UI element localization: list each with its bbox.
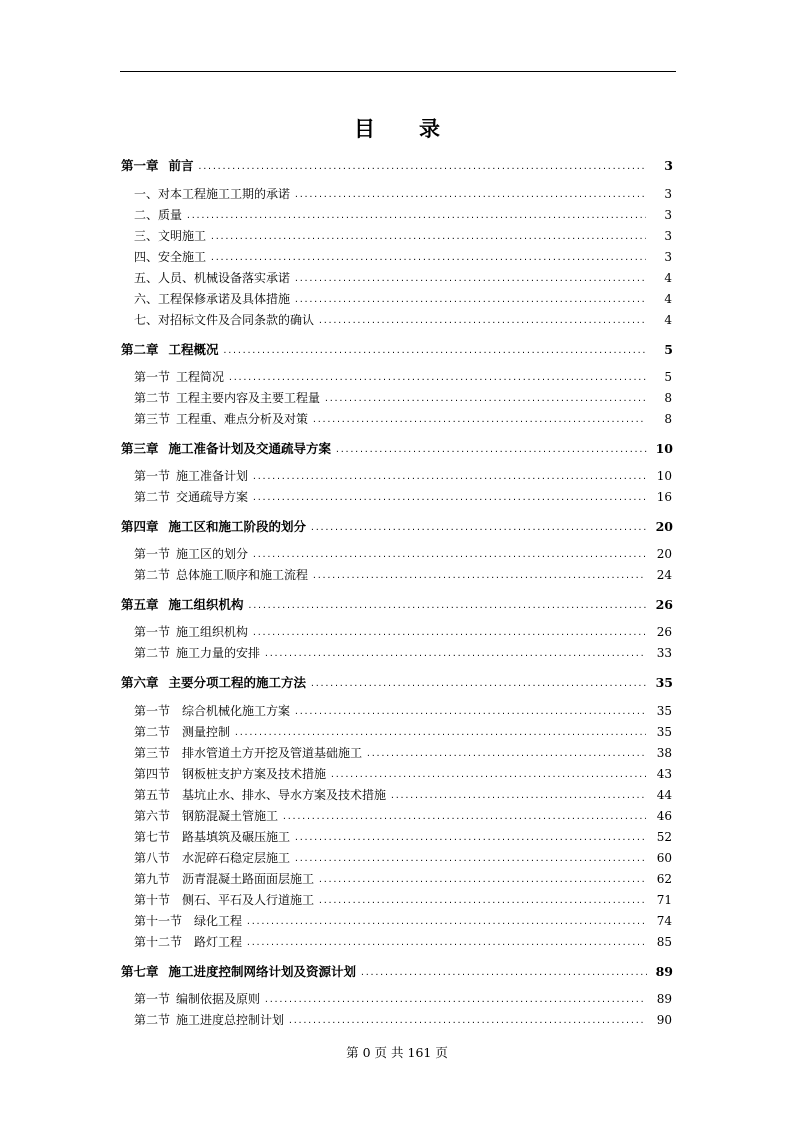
- toc-chapter-entry[interactable]: [121, 156, 673, 174]
- toc-chapter-entry[interactable]: [121, 595, 673, 613]
- toc-entry-title: 施工组织机构: [168, 597, 244, 612]
- toc-entry-title: 施工准备计划及交通疏导方案: [168, 441, 332, 456]
- toc-entry-number: 第一节: [134, 625, 171, 639]
- toc-entry-title: 钢筋混凝土管施工: [182, 809, 279, 823]
- toc-page-number: 71: [656, 893, 672, 907]
- toc-entry-label: [134, 933, 242, 950]
- toc-section-entry[interactable]: [134, 467, 672, 484]
- toc-section-entry[interactable]: [134, 368, 672, 385]
- toc-section-entry[interactable]: [134, 311, 672, 328]
- toc-page-number: 8: [664, 412, 672, 426]
- toc-section-entry[interactable]: [134, 723, 672, 740]
- toc-page-number: 5: [664, 370, 672, 384]
- toc-entry-label: [134, 488, 248, 505]
- toc-entry-number: 第二章: [121, 342, 159, 357]
- toc-entry-title: 七、对招标文件及合同条款的确认: [134, 313, 315, 327]
- toc-entry-label: [134, 311, 314, 328]
- dot-leader: [252, 550, 646, 559]
- toc-chapter-entry[interactable]: [121, 962, 673, 980]
- dot-leader: [210, 253, 646, 262]
- toc-entry-label: [134, 368, 224, 385]
- toc-chapter-entry[interactable]: [121, 673, 673, 691]
- toc-page-number: 90: [656, 1013, 672, 1027]
- toc-page-number: 85: [656, 935, 672, 949]
- toc-entry-number: 第四章: [121, 519, 159, 534]
- toc-entry-label: [121, 517, 306, 535]
- toc-entry-title: 施工组织机构: [176, 625, 249, 639]
- dot-leader: [282, 812, 646, 821]
- toc-entry-number: 第一节: [134, 370, 171, 384]
- dot-leader: [252, 628, 646, 637]
- toc-section-entry[interactable]: [134, 227, 672, 244]
- dot-leader: [324, 394, 646, 403]
- toc-entry-label: [134, 891, 314, 908]
- dot-leader: [223, 346, 647, 355]
- toc-page-number: 3: [664, 250, 672, 264]
- dot-leader: [330, 770, 646, 779]
- dot-leader: [312, 571, 646, 580]
- dot-leader: [252, 472, 646, 481]
- toc-page-number: 26: [656, 625, 672, 639]
- toc-page-number: 3: [664, 187, 672, 201]
- dot-leader: [294, 274, 646, 283]
- toc-entry-title: 基坑止水、排水、导水方案及技术措施: [182, 788, 387, 802]
- toc-entry-title: 主要分项工程的施工方法: [168, 675, 307, 690]
- toc-page-number: 10: [656, 469, 672, 483]
- toc-entry-number: 第一章: [121, 158, 159, 173]
- toc-page-number: 3: [664, 229, 672, 243]
- toc-entry-number: 第二节: [134, 725, 171, 739]
- toc-entry-label: [134, 389, 320, 406]
- toc-entry-label: [134, 870, 314, 887]
- toc-entry-label: [134, 644, 260, 661]
- toc-entry-label: [134, 467, 248, 484]
- toc-entry-label: [121, 439, 331, 457]
- toc-entry-label: [134, 248, 206, 265]
- toc-entry-label: [121, 156, 194, 174]
- toc-entry-title: 六、工程保修承诺及具体措施: [134, 292, 291, 306]
- dot-leader: [390, 791, 646, 800]
- toc-entry-title: 二、质量: [134, 208, 183, 222]
- toc-entry-number: 第三章: [121, 441, 159, 456]
- toc-entry-title: 施工进度控制网络计划及资源计划: [168, 964, 357, 979]
- toc-page-number: 89: [656, 992, 672, 1006]
- toc-entry-number: 第八节: [134, 851, 171, 865]
- dot-leader: [264, 995, 646, 1004]
- page-footer: 第 0 页 共 161 页: [346, 1045, 448, 1060]
- dot-leader: [310, 679, 647, 688]
- toc-entry-label: [134, 290, 290, 307]
- toc-entry-title: 施工力量的安排: [176, 646, 261, 660]
- dot-leader: [294, 707, 646, 716]
- toc-entry-label: [134, 185, 290, 202]
- toc-entry-label: [134, 702, 290, 719]
- dot-leader: [360, 968, 647, 977]
- toc-entry-number: 第二节: [134, 646, 171, 660]
- dot-leader: [246, 938, 646, 947]
- toc-section-entry[interactable]: [134, 786, 672, 803]
- toc-entry-title: 水泥碎石稳定层施工: [182, 851, 291, 865]
- toc-page-number: 16: [656, 490, 672, 504]
- toc-entry-title: 沥青混凝土路面面层施工: [182, 872, 315, 886]
- toc-entry-title: 施工进度总控制计划: [176, 1013, 285, 1027]
- toc-entry-label: [134, 744, 362, 761]
- toc-page-number: 4: [664, 292, 672, 306]
- toc-page-number: 10: [655, 441, 673, 456]
- toc-entry-title: 五、人员、机械设备落实承诺: [134, 271, 291, 285]
- toc-entry-number: 第一节: [134, 547, 171, 561]
- toc-entry-title: 编制依据及原则: [176, 992, 261, 1006]
- toc-entry-title: 施工区和施工阶段的划分: [168, 519, 307, 534]
- toc-entry-title: 三、文明施工: [134, 229, 207, 243]
- toc-section-entry[interactable]: [134, 290, 672, 307]
- toc-section-entry[interactable]: [134, 891, 672, 908]
- toc-page-number: 33: [656, 646, 672, 660]
- header-rule: [120, 71, 676, 72]
- toc-entry-label: [134, 807, 278, 824]
- toc-entry-title: 施工区的划分: [176, 547, 249, 561]
- toc-page-number: 8: [664, 391, 672, 405]
- toc-entry-number: 第九节: [134, 872, 171, 886]
- toc-entry-number: 第十节: [134, 893, 171, 907]
- toc-entry-label: [121, 673, 306, 691]
- toc-entry-label: [134, 723, 230, 740]
- toc-entry-number: 第二节: [134, 568, 171, 582]
- dot-leader: [310, 523, 647, 532]
- toc-section-entry[interactable]: [134, 702, 672, 719]
- dot-leader: [248, 601, 647, 610]
- toc-entry-title: 四、安全施工: [134, 250, 207, 264]
- toc-entry-number: 第三节: [134, 412, 171, 426]
- toc-section-entry[interactable]: [134, 870, 672, 887]
- toc-entry-number: 第六章: [121, 675, 159, 690]
- toc-entry-title: 工程主要内容及主要工程量: [176, 391, 321, 405]
- toc-entry-label: [134, 765, 326, 782]
- toc-entry-title: 综合机械化施工方案: [182, 704, 291, 718]
- toc-section-entry[interactable]: [134, 644, 672, 661]
- toc-entry-title: 工程简况: [176, 370, 225, 384]
- toc-entry-number: 第一节: [134, 992, 171, 1006]
- toc-page-number: 89: [655, 964, 673, 979]
- dot-leader: [186, 211, 646, 220]
- toc-entry-label: [134, 849, 290, 866]
- toc-page-number: 62: [656, 872, 672, 886]
- toc-section-entry[interactable]: [134, 623, 672, 640]
- toc-entry-label: [121, 595, 244, 613]
- toc-entry-label: [134, 786, 386, 803]
- toc-section-entry[interactable]: [134, 765, 672, 782]
- toc-chapter-entry[interactable]: [121, 517, 673, 535]
- dot-leader: [312, 415, 646, 424]
- toc-entry-label: [134, 545, 248, 562]
- toc-entry-label: [134, 990, 260, 1007]
- dot-leader: [234, 728, 646, 737]
- dot-leader: [294, 295, 646, 304]
- toc-entry-number: 第二节: [134, 490, 171, 504]
- toc-entry-number: 第七节: [134, 830, 171, 844]
- toc-page-number: 4: [664, 271, 672, 285]
- toc-entry-number: 第二节: [134, 391, 171, 405]
- toc-entry-label: [134, 1011, 284, 1028]
- toc-entry-title: 工程概况: [168, 342, 219, 357]
- toc-page-number: 44: [656, 788, 672, 802]
- toc-section-entry[interactable]: [134, 828, 672, 845]
- dot-leader: [318, 316, 646, 325]
- toc-entry-title: 总体施工顺序和施工流程: [176, 568, 309, 582]
- toc-entry-title: 测量控制: [182, 725, 231, 739]
- toc-entry-number: 第七章: [121, 964, 159, 979]
- toc-entry-number: 第四节: [134, 767, 171, 781]
- dot-leader: [198, 162, 647, 171]
- toc-entry-label: [121, 962, 356, 980]
- toc-entry-title: 工程重、难点分析及对策: [176, 412, 309, 426]
- toc-page-number: 20: [655, 519, 673, 534]
- toc-page-number: 35: [655, 675, 673, 690]
- dot-leader: [318, 896, 646, 905]
- toc-entry-title: 前言: [168, 158, 194, 173]
- dot-leader: [366, 749, 646, 758]
- toc-entry-title: 一、对本工程施工工期的承诺: [134, 187, 291, 201]
- toc-entry-title: 钢板桩支护方案及技术措施: [182, 767, 327, 781]
- toc-page-number: 3: [664, 158, 673, 173]
- toc-page-number: 46: [656, 809, 672, 823]
- toc-page-number: 38: [656, 746, 672, 760]
- toc-page-number: 3: [664, 208, 672, 222]
- dot-leader: [294, 854, 646, 863]
- toc-page-number: 26: [655, 597, 673, 612]
- toc-entry-number: 第十一节: [134, 914, 183, 928]
- toc-chapter-entry[interactable]: [121, 340, 673, 358]
- dot-leader: [210, 232, 646, 241]
- toc-section-entry[interactable]: [134, 545, 672, 562]
- toc-entry-number: 第二节: [134, 1013, 171, 1027]
- dot-leader: [246, 917, 646, 926]
- dot-leader: [335, 445, 647, 454]
- toc-section-entry[interactable]: [134, 849, 672, 866]
- toc-entry-label: [134, 623, 248, 640]
- toc-section-entry[interactable]: [134, 912, 672, 929]
- toc-entry-label: [134, 227, 206, 244]
- toc-chapter-entry[interactable]: [121, 439, 673, 457]
- toc-section-entry[interactable]: [134, 488, 672, 505]
- toc-section-entry[interactable]: [134, 410, 672, 427]
- dot-leader: [252, 493, 646, 502]
- toc-entry-number: 第六节: [134, 809, 171, 823]
- toc-section-entry[interactable]: [134, 990, 672, 1007]
- page-title: 目录: [354, 116, 484, 141]
- toc-entry-number: 第五节: [134, 788, 171, 802]
- toc-entry-title: 施工准备计划: [176, 469, 249, 483]
- toc-page-number: 60: [656, 851, 672, 865]
- toc-entry-number: 第三节: [134, 746, 171, 760]
- toc-section-entry[interactable]: [134, 269, 672, 286]
- toc-entry-label: [134, 912, 242, 929]
- toc-entry-label: [121, 340, 219, 358]
- toc-entry-number: 第五章: [121, 597, 159, 612]
- toc-page-number: 43: [656, 767, 672, 781]
- toc-entry-label: [134, 269, 290, 286]
- toc-entry-number: 第一节: [134, 704, 171, 718]
- toc-section-entry[interactable]: [134, 389, 672, 406]
- toc-entry-number: 第一节: [134, 469, 171, 483]
- toc-section-entry[interactable]: [134, 185, 672, 202]
- toc-section-entry[interactable]: [134, 807, 672, 824]
- toc-entry-label: [134, 828, 290, 845]
- dot-leader: [228, 373, 646, 382]
- toc-page-number: 5: [664, 342, 673, 357]
- dot-leader: [318, 875, 646, 884]
- dot-leader: [294, 833, 646, 842]
- toc-entry-label: [134, 410, 308, 427]
- toc-section-entry[interactable]: [134, 566, 672, 583]
- toc-page-number: 35: [656, 725, 672, 739]
- toc-entry-number: 第十二节: [134, 935, 183, 949]
- toc-page-number: 20: [656, 547, 672, 561]
- toc-entry-label: [134, 206, 182, 223]
- toc-page-number: 24: [656, 568, 672, 582]
- toc-section-entry[interactable]: [134, 933, 672, 950]
- toc-page-number: 74: [656, 914, 672, 928]
- toc-entry-title: 排水管道土方开挖及管道基础施工: [182, 746, 363, 760]
- toc-page-number: 52: [656, 830, 672, 844]
- toc-section-entry[interactable]: [134, 206, 672, 223]
- toc-entry-title: 路灯工程: [194, 935, 243, 949]
- toc-entry-title: 路基填筑及碾压施工: [182, 830, 291, 844]
- toc-entry-title: 侧石、平石及人行道施工: [182, 893, 315, 907]
- toc-entry-title: 交通疏导方案: [176, 490, 249, 504]
- dot-leader: [288, 1016, 646, 1025]
- toc-section-entry[interactable]: [134, 744, 672, 761]
- dot-leader: [294, 190, 646, 199]
- toc-entry-label: [134, 566, 308, 583]
- toc-section-entry[interactable]: [134, 248, 672, 265]
- toc-page-number: 4: [664, 313, 672, 327]
- dot-leader: [264, 649, 646, 658]
- toc-entry-title: 绿化工程: [194, 914, 243, 928]
- toc-page-number: 35: [656, 704, 672, 718]
- toc-section-entry[interactable]: [134, 1011, 672, 1028]
